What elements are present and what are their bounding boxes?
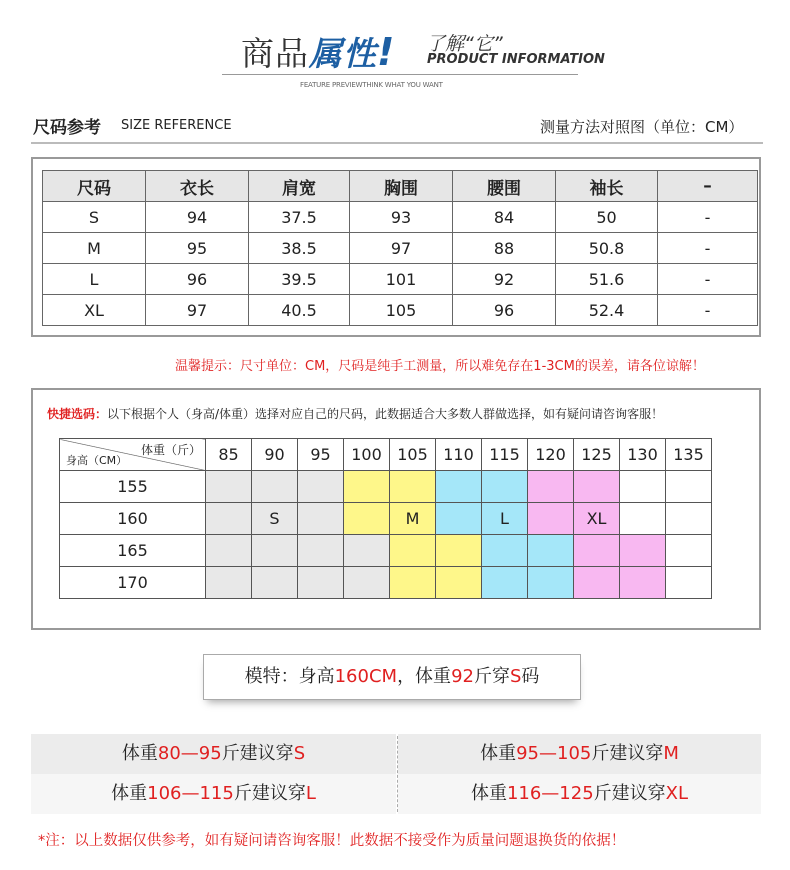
page-title-bang: ! xyxy=(377,30,396,74)
empty-cell xyxy=(666,503,712,535)
corner-height-label: 身高（CM） xyxy=(66,454,128,467)
table-cell: 84 xyxy=(453,202,556,233)
height-cell: 155 xyxy=(60,471,206,503)
empty-cell xyxy=(666,471,712,503)
size-label-l: L xyxy=(482,503,528,535)
weight-cell: 105 xyxy=(390,439,436,471)
table-cell: 97 xyxy=(350,233,453,264)
empty-cell xyxy=(666,535,712,567)
header-cell: 袖长 xyxy=(556,171,658,202)
table-cell: 105 xyxy=(350,295,453,326)
size-cell-xl xyxy=(574,535,620,567)
table-cell: 51.6 xyxy=(556,264,658,295)
weight-cell: 110 xyxy=(436,439,482,471)
size-cell-xl xyxy=(528,503,574,535)
title-divider xyxy=(222,74,578,75)
table-cell: XL xyxy=(43,295,146,326)
size-cell-s xyxy=(298,567,344,599)
table-cell: 88 xyxy=(453,233,556,264)
model-info: 模特：身高160CM，体重92斤穿S码 xyxy=(203,654,581,700)
size-cell-l xyxy=(482,567,528,599)
page-title-emphasis: 属性 xyxy=(309,34,377,73)
title-side-en: PRODUCT INFORMATION xyxy=(427,52,605,67)
table-cell: - xyxy=(658,295,758,326)
weight-cell: 125 xyxy=(574,439,620,471)
table-cell: 96 xyxy=(453,295,556,326)
height-cell: 165 xyxy=(60,535,206,567)
size-cell-m xyxy=(344,503,390,535)
size-cell-s xyxy=(206,503,252,535)
size-label-xl: XL xyxy=(574,503,620,535)
table-cell: - xyxy=(658,233,758,264)
size-label-m: M xyxy=(390,503,436,535)
section-title-en: SIZE REFERENCE xyxy=(121,118,232,133)
table-cell: 101 xyxy=(350,264,453,295)
weight-cell: 85 xyxy=(206,439,252,471)
weight-header-row xyxy=(60,439,712,471)
table-row xyxy=(43,264,758,295)
size-cell-l xyxy=(528,535,574,567)
size-table-header xyxy=(43,171,758,202)
table-cell: L xyxy=(43,264,146,295)
height-row xyxy=(60,471,712,503)
size-cell-s xyxy=(252,471,298,503)
weight-cell: 90 xyxy=(252,439,298,471)
table-cell: 50 xyxy=(556,202,658,233)
size-cell-s xyxy=(252,567,298,599)
section-title: 尺码参考 xyxy=(33,118,101,138)
table-cell: 37.5 xyxy=(249,202,350,233)
header-cell: 衣长 xyxy=(146,171,249,202)
weight-cell: 115 xyxy=(482,439,528,471)
header-cell: – xyxy=(658,171,758,202)
title-side-cn: 了解“它” xyxy=(426,33,503,55)
table-cell: 50.8 xyxy=(556,233,658,264)
table-cell: 93 xyxy=(350,202,453,233)
height-row xyxy=(60,503,712,535)
size-cell-m xyxy=(390,471,436,503)
empty-cell xyxy=(666,567,712,599)
header-cell: 胸围 xyxy=(350,171,453,202)
quick-select-intro xyxy=(47,405,663,422)
table-cell: 94 xyxy=(146,202,249,233)
size-cell-xl xyxy=(574,567,620,599)
suggestion-m: 体重95—105斤建议穿M xyxy=(398,734,761,774)
size-cell-s xyxy=(344,567,390,599)
size-cell-xl xyxy=(620,535,666,567)
size-cell-m xyxy=(436,535,482,567)
size-cell-l xyxy=(436,503,482,535)
size-cell-l xyxy=(528,567,574,599)
size-tip: 温馨提示：尺寸单位：CM，尺码是纯手工测量，所以难免存在1-3CM的误差，请各位谅解！ xyxy=(175,359,705,374)
table-row xyxy=(43,295,758,326)
table-cell: 38.5 xyxy=(249,233,350,264)
size-cell-m xyxy=(390,567,436,599)
table-cell: - xyxy=(658,202,758,233)
size-cell-l xyxy=(436,471,482,503)
weight-cell: 95 xyxy=(298,439,344,471)
model-height: 160CM xyxy=(334,666,398,687)
table-cell: 92 xyxy=(453,264,556,295)
size-cell-s xyxy=(252,535,298,567)
size-cell-s xyxy=(298,471,344,503)
table-row xyxy=(43,202,758,233)
model-weight: 92 xyxy=(451,666,474,687)
size-cell-l xyxy=(482,535,528,567)
size-cell-s xyxy=(344,535,390,567)
size-label-s: S xyxy=(252,503,298,535)
suggestion-divider xyxy=(397,736,398,812)
table-row xyxy=(43,233,758,264)
size-cell-m xyxy=(390,535,436,567)
size-cell-m xyxy=(344,471,390,503)
table-cell: 52.4 xyxy=(556,295,658,326)
corner-cell xyxy=(60,439,206,471)
size-cell-s xyxy=(206,471,252,503)
header-cell: 腰围 xyxy=(453,171,556,202)
table-cell: - xyxy=(658,264,758,295)
size-cell-xl xyxy=(620,567,666,599)
model-size: S xyxy=(509,666,522,687)
size-cell-m xyxy=(436,567,482,599)
quick-select-label: 快捷选码： xyxy=(47,407,108,421)
page-title: 商品属性! xyxy=(241,30,396,74)
measure-method: 测量方法对照图（单位：CM） xyxy=(540,118,744,136)
table-cell: 95 xyxy=(146,233,249,264)
height-cell: 170 xyxy=(60,567,206,599)
empty-cell xyxy=(620,503,666,535)
size-cell-xl xyxy=(574,471,620,503)
size-cell-l xyxy=(482,471,528,503)
table-cell: S xyxy=(43,202,146,233)
size-cell-s xyxy=(298,535,344,567)
size-cell-s xyxy=(206,567,252,599)
table-cell: 97 xyxy=(146,295,249,326)
weight-cell: 130 xyxy=(620,439,666,471)
size-cell-xl xyxy=(528,471,574,503)
suggestion-s: 体重80—95斤建议穿S xyxy=(31,734,396,774)
size-table xyxy=(42,170,758,326)
section-divider xyxy=(31,142,763,144)
suggestion-xl: 体重116—125斤建议穿XL xyxy=(398,774,761,814)
header-cell: 肩宽 xyxy=(249,171,350,202)
empty-cell xyxy=(620,471,666,503)
table-cell: M xyxy=(43,233,146,264)
header-cell: 尺码 xyxy=(43,171,146,202)
corner-weight-label: 体重（斤） xyxy=(140,443,201,457)
disclaimer-note: *注：以上数据仅供参考，如有疑问请咨询客服！此数据不接受作为质量问题退换货的依据！ xyxy=(38,833,626,849)
weight-cell: 100 xyxy=(344,439,390,471)
table-cell: 96 xyxy=(146,264,249,295)
tagline: FEATURE PREVIEWTHINK WHAT YOU WANT xyxy=(300,81,443,89)
height-cell: 160 xyxy=(60,503,206,535)
height-row xyxy=(60,535,712,567)
size-cell-s xyxy=(206,535,252,567)
weight-height-table xyxy=(59,438,712,599)
height-row xyxy=(60,567,712,599)
weight-cell: 120 xyxy=(528,439,574,471)
quick-select-text: 以下根据个人（身高/体重）选择对应自己的尺码，此数据适合大多数人群做选择，如有疑问请咨询客服！ xyxy=(107,407,664,421)
size-cell-s xyxy=(298,503,344,535)
table-cell: 39.5 xyxy=(249,264,350,295)
weight-cell: 135 xyxy=(666,439,712,471)
suggestion-l: 体重106—115斤建议穿L xyxy=(31,774,396,814)
table-cell: 40.5 xyxy=(249,295,350,326)
